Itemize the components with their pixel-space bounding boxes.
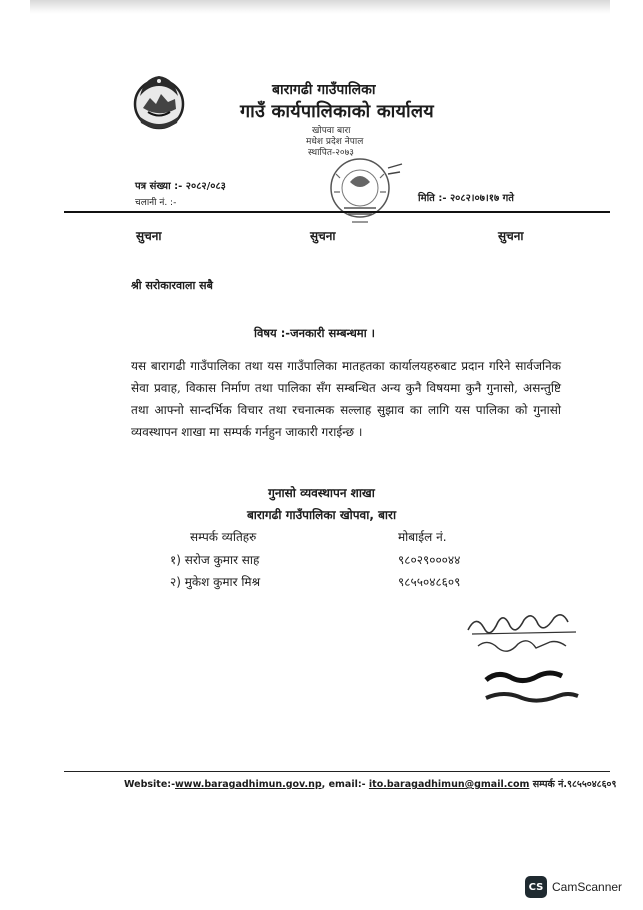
letter-date: मिति :- २०८२।०७।१७ गते <box>418 193 514 204</box>
nepal-emblem-logo <box>130 72 188 130</box>
office-title: गाउँ कार्यपालिकाको कार्यालय <box>240 101 434 122</box>
footer-contact <box>124 777 616 790</box>
dispatch-number: चलानी नं. :- <box>135 198 177 208</box>
branch-location: बारागढी गाउँपालिका खोपवा, बारा <box>246 508 397 522</box>
contact-person-2: २) मुकेश कुमार मिश्र <box>170 575 261 589</box>
footer-divider <box>64 771 610 772</box>
address-line: खोपवा बारा <box>312 126 351 136</box>
camscanner-text: CamScanner <box>552 880 623 894</box>
contact-mobile-1: ९८०२९०००४४ <box>398 553 461 567</box>
email-link[interactable]: ito.baragadhimun@gmail.com <box>368 779 530 790</box>
contact-mobile-header: मोबाईल नं. <box>398 530 447 544</box>
contact-person-header: सम्पर्क व्यतिहरु <box>190 530 257 544</box>
notice-label-left: सुचना <box>136 229 162 243</box>
camscanner-logo-icon: CS <box>525 876 547 898</box>
notice-label-center: सुचना <box>310 229 336 243</box>
established-line: स्थापित-२०७३ <box>308 148 354 158</box>
footer-phone: सम्पर्क नं.९८५५०४८६०९ <box>532 779 617 790</box>
office-seal-stamp <box>322 152 408 232</box>
scan-edge-shadow <box>30 0 610 14</box>
header-divider <box>64 211 610 213</box>
municipality-name: बारागढी गाउँपालिका <box>272 82 376 98</box>
signature-and-stamp <box>458 610 598 720</box>
website-link[interactable]: www.baragadhimun.gov.np <box>175 779 322 790</box>
addressee: श्री सरोकारवाला सबै <box>131 279 213 292</box>
contact-person-1: १) सरोज कुमार साह <box>170 553 260 567</box>
email-label: , email:- <box>321 779 366 790</box>
notice-label-right: सुचना <box>498 229 524 243</box>
branch-name: गुनासो व्यवस्थापन शाखा <box>268 486 375 500</box>
body-paragraph: यस बारागढी गाउँपालिका तथा यस गाउँपालिका मातहतका कार्यालयहरुबाट प्रदान गरिने सार्वजनिक सेवा प्रवाह, विकास निर्माण तथा पालिका सँग सम्बन्धित अन्य कुनै विषयमा कुनै गुनासो, असन्तुष्टि तथा आफ्नो सान्दर्भिक विचार तथा रचनात्मक सल्लाह सुझाव का लागि यस पालिका को गुनासो व्यवस्थापन शाखा मा सम्पर्क गर्नहुन जाकारी गराईन्छ । <box>131 359 561 439</box>
camscanner-watermark <box>525 876 622 898</box>
contact-mobile-2: ९८५५०४८६०९ <box>398 575 461 589</box>
website-label: Website:- <box>124 779 176 790</box>
letter-number: पत्र संख्या :- २०८२/०८३ <box>135 181 226 192</box>
subject-line: विषय :-जनकारी सम्बन्धमा । <box>254 326 376 340</box>
province-line: मधेश प्रदेश नेपाल <box>306 137 364 147</box>
